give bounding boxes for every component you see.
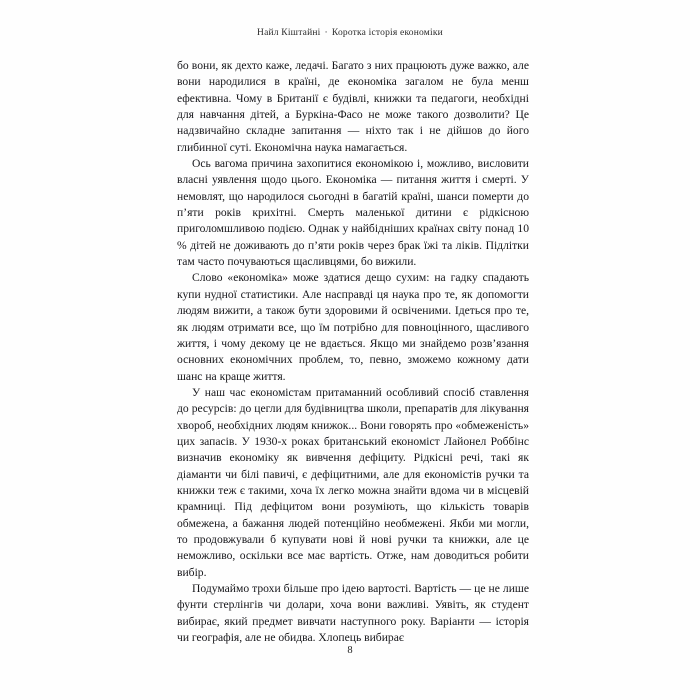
paragraph: У наш час економістам притаманний особливий спосіб ставлення до ресурсів: до цегли для будівництва школи, препаратів для лікування хвороб, необхідних людям книжок... Вони говорять про «обмеженість» цих запасів. У 1930-х роках британський економіст Лайонел Роббінс визначив економіку як вивчення дефіциту. Рідкісні речі, такі як діаманти чи білі павичі, є дефіцитними, але для економістів ручки та книжки теж є такими, хоча їх легко можна знайти вдома чи в місцевій крамниці. Під дефіцитом вони розуміють, що кількість товарів обмежена, а бажання людей потенційно необмежені. Якби ми могли, то продовжували б купувати нові й нові ручки та книжки, але це неможливо, оскільки все має вартість. Отже, нам доводиться робити вибір. bbox=[177, 385, 529, 579]
body-text bbox=[177, 58, 529, 646]
paragraph: Подумаймо трохи більше про ідею вартості. Вартість — це не лише фунти стерлінгів чи долари, хоча вони важливі. Уявіть, як студент вибирає, який предмет вивчати наступного року. Варіанти — історія чи географія, але не обидва. Хлопець вибирає bbox=[177, 582, 529, 645]
page-number: 8 bbox=[347, 645, 353, 656]
running-head-author: Найл Кіштайні bbox=[257, 28, 321, 38]
running-head-separator: · bbox=[324, 28, 328, 38]
paragraph: Слово «економіка» може здатися дещо сухим: на гадку спадають купи нудної статистики. Але насправді ця наука про те, як допомогти людям вижити, а також бути здоровими й освіченими. Ідеться про те, як людям отримати все, що їм потрібно для повноцінного, щасливого життя, і чому декому це не вдається. Якщо ми знайдемо розв’язання основних економічних проблем, то, певно, зможемо кожному дати шанс на краще життя. bbox=[177, 271, 529, 383]
running-head-title: Коротка історія економіки bbox=[331, 28, 443, 38]
paragraph: бо вони, як дехто каже, ледачі. Багато з них працюють дуже важко, але вони народилися в країні, де економіка загалом не була менш ефективна. Чому в Британії є будівлі, книжки та педагоги, необхідні для навчання дітей, а Буркіна-Фасо не може такого дозволити? Це надзвичайно складне запитання — ніхто так і не дійшов до його глибинної суті. Економічна наука намагається. bbox=[177, 59, 529, 154]
running-head bbox=[0, 28, 700, 38]
paragraph: Ось вагома причина захопитися економікою і, можливо, висловити власні уявлення щодо цього. Економіка — питання життя і смерті. У немовлят, що народилося сьогодні в багатій країні, шанси померти до п’яти років крихітні. Смерть маленької дитини є рідкісною приголомшливою подією. Однак у найбідніших країнах світу понад 10 % дітей не доживають до п’яти років через брак їжі та ліків. Підлітки там часто почуваються щасливцями, бо вижили. bbox=[177, 157, 529, 269]
